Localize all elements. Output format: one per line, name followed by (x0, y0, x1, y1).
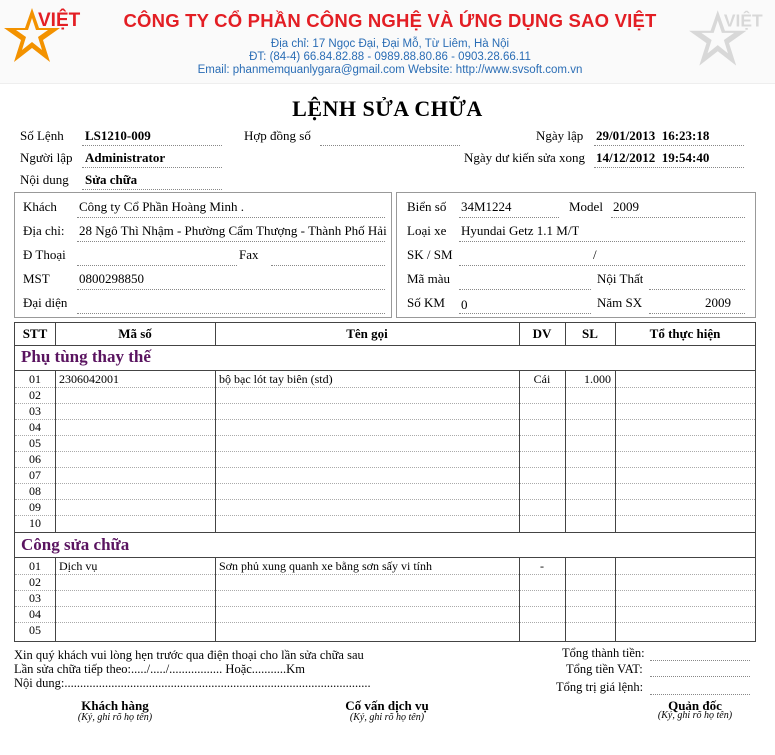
sign-advisor-title: Cố vấn dịch vụ (345, 698, 429, 713)
col-divider (55, 557, 56, 641)
sign-customer-sub: (Ký, ghi rõ họ tên) (77, 712, 153, 723)
ngay-lap-line (594, 145, 744, 146)
col-divider (615, 557, 616, 641)
row-separator (15, 435, 755, 436)
model-value: 2009 (613, 199, 639, 214)
total-order-label: Tổng trị giá lệnh: (556, 680, 644, 694)
header-divider (55, 323, 56, 345)
nguoi-lap-line (82, 167, 222, 168)
company-name: CÔNG TY CỔ PHẦN CÔNG NGHỆ VÀ ỨNG DỤNG SAO VIỆT (123, 10, 657, 31)
row-separator (15, 499, 755, 500)
company-phone: ĐT: (84-4) 66.84.82.88 - 0989.88.80.86 - 0903.28.66.11 (249, 51, 531, 63)
du-kien-value: 14/12/2012 19:54:40 (596, 150, 710, 165)
col-divider (565, 557, 566, 641)
company-logo-icon (4, 4, 84, 74)
nguoi-lap-label: Người lập (20, 150, 73, 165)
total-amount-line (650, 660, 750, 661)
row-separator (15, 515, 755, 516)
dien-thoai-label: Đ Thoại (23, 247, 66, 262)
du-kien-line (594, 167, 744, 168)
row-stt: 08 (29, 484, 41, 498)
row-sl: 1.000 (584, 372, 611, 386)
bien-so-value: 34M1224 (461, 199, 512, 214)
logo-text: VIỆT (38, 10, 81, 31)
model-line (611, 217, 745, 218)
labor-section-title: Công sửa chữa (21, 535, 130, 554)
so-km-line (459, 313, 591, 314)
bien-so-line (459, 217, 559, 218)
vehicle-box (396, 192, 756, 318)
ma-mau-line (459, 289, 591, 290)
header-bottom-line (15, 345, 755, 346)
row-stt: 02 (29, 575, 41, 589)
labor-top-line (15, 557, 755, 558)
row-stt: 06 (29, 452, 41, 466)
row-stt: 02 (29, 388, 41, 402)
sk-sm-line (459, 265, 745, 266)
sign-foreman-title: Quản đốc (668, 698, 722, 713)
model-label: Model (569, 199, 603, 214)
header-divider (215, 323, 216, 345)
fax-label: Fax (239, 247, 259, 262)
so-km-value: 0 (461, 297, 468, 312)
repair-table (14, 322, 756, 642)
ngay-lap-label: Ngày lập (536, 128, 584, 143)
row-separator (15, 483, 755, 484)
row-separator (15, 451, 755, 452)
row-separator (15, 574, 755, 575)
header-dv: DV (532, 326, 552, 341)
sign-customer-title: Khách hàng (81, 698, 149, 713)
row-separator (15, 403, 755, 404)
dai-dien-label: Đại diện (23, 295, 68, 310)
row-stt: 01 (29, 372, 41, 386)
header-divider (519, 323, 520, 345)
total-order-line (650, 694, 750, 695)
row-stt: 05 (29, 436, 41, 450)
row-separator (15, 387, 755, 388)
noi-that-line (649, 289, 745, 290)
row-separator (15, 419, 755, 420)
dia-chi-label: Địa chỉ: (23, 223, 65, 238)
row-dv: Cái (533, 372, 551, 386)
header-sl: SL (582, 326, 598, 341)
khach-label: Khách (23, 199, 57, 214)
col-divider (215, 557, 216, 641)
nam-sx-value: 2009 (705, 295, 731, 310)
so-km-label: Số KM (407, 295, 445, 310)
khach-value: Công ty Cổ Phần Hoàng Minh . (79, 199, 245, 214)
sk-sm-separator: / (593, 247, 597, 262)
mst-line (77, 289, 385, 290)
so-lenh-value: LS1210-009 (85, 128, 151, 143)
parts-bottom-line (15, 532, 755, 533)
header-divider (615, 323, 616, 345)
document-title: LỆNH SỬA CHỮA (292, 96, 483, 121)
customer-box (14, 192, 392, 318)
row-separator (15, 467, 755, 468)
header-to-thuc-hien: Tổ thực hiện (649, 326, 721, 341)
row-stt: 05 (29, 623, 41, 637)
row-stt: 03 (29, 404, 41, 418)
row-stt: 04 (29, 420, 41, 434)
so-lenh-label: Số Lệnh (20, 128, 64, 143)
hop-dong-line (320, 145, 460, 146)
parts-top-line (15, 370, 755, 371)
mst-value: 0800298850 (79, 271, 144, 286)
row-stt: 01 (29, 559, 41, 573)
noi-that-label: Nội Thất (597, 271, 644, 286)
bien-so-label: Biển số (407, 199, 447, 214)
company-address: Địa chỉ: 17 Ngọc Đại, Đại Mỗ, Từ Liêm, Hà Nội (270, 38, 510, 50)
dia-chi-line (77, 241, 385, 242)
header-stt: STT (22, 326, 48, 341)
row-stt: 03 (29, 591, 41, 605)
dien-thoai-line (77, 265, 237, 266)
footer-note-next-repair: Lần sửa chữa tiếp theo:...../...../................. Hoặc...........Km (14, 662, 305, 676)
company-header (0, 0, 775, 84)
row-ma-so: 2306042001 (59, 372, 119, 386)
nam-sx-line (649, 313, 745, 314)
khach-line (77, 217, 385, 218)
ma-mau-label: Mã màu (407, 271, 450, 286)
header-ten-goi: Tên gọi (346, 326, 388, 341)
loai-xe-line (459, 241, 745, 242)
parts-section-title: Phụ tùng thay thế (21, 347, 151, 366)
row-separator (15, 590, 755, 591)
sign-foreman-sub: (Ký, ghi rõ họ tên) (657, 710, 733, 721)
row-stt: 07 (29, 468, 41, 482)
du-kien-label: Ngày dư kiến sửa xong (464, 150, 585, 165)
row-separator (15, 606, 755, 607)
row-ten-goi: Sơn phủ xung quanh xe bằng sơn sấy vi tính (219, 559, 433, 573)
footer-note-content: Nội dung:.................................................................................................. (14, 676, 371, 690)
total-amount-label: Tổng thành tiền: (562, 646, 645, 660)
loai-xe-label: Loại xe (407, 223, 447, 238)
row-separator (15, 622, 755, 623)
noi-dung-label: Nội dung (20, 172, 69, 187)
mst-label: MST (23, 271, 50, 286)
noi-dung-value: Sửa chữa (85, 172, 138, 187)
noi-dung-line (82, 189, 222, 190)
row-stt: 10 (29, 516, 41, 530)
row-stt: 04 (29, 607, 41, 621)
fax-line (271, 265, 385, 266)
sign-advisor-sub: (Ký, ghi rõ họ tên) (349, 712, 425, 723)
header-ma-so: Mã số (118, 326, 152, 341)
sk-sm-label: SK / SM (407, 247, 453, 262)
total-vat-line (650, 676, 750, 677)
watermark-logo-icon (687, 4, 769, 76)
header-divider (565, 323, 566, 345)
footer-note-appointment: Xin quý khách vui lòng hẹn trước qua điện thoại cho lần sửa chữa sau (14, 648, 364, 662)
row-ma-so: Dịch vụ (59, 559, 98, 573)
total-vat-label: Tổng tiền VAT: (566, 662, 643, 676)
nguoi-lap-value: Administrator (85, 150, 166, 165)
row-stt: 09 (29, 500, 41, 514)
nam-sx-label: Năm SX (597, 295, 643, 310)
row-ten-goi: bộ bạc lót tay biên (std) (219, 372, 333, 386)
dai-dien-line (77, 313, 385, 314)
dia-chi-value: 28 Ngô Thì Nhậm - Phường Cẩm Thượng - Thành Phố Hải (79, 223, 387, 238)
so-lenh-line (82, 145, 222, 146)
company-contact: Email: phanmemquanlygara@gmail.com Website: http://www.svsoft.com.vn (197, 64, 583, 76)
hop-dong-label: Hợp đồng số (244, 128, 311, 143)
ngay-lap-value: 29/01/2013 16:23:18 (596, 128, 710, 143)
watermark-logo-text: VIỆT (723, 10, 763, 31)
row-dv: - (540, 559, 544, 573)
loai-xe-value: Hyundai Getz 1.1 M/T (461, 223, 580, 238)
